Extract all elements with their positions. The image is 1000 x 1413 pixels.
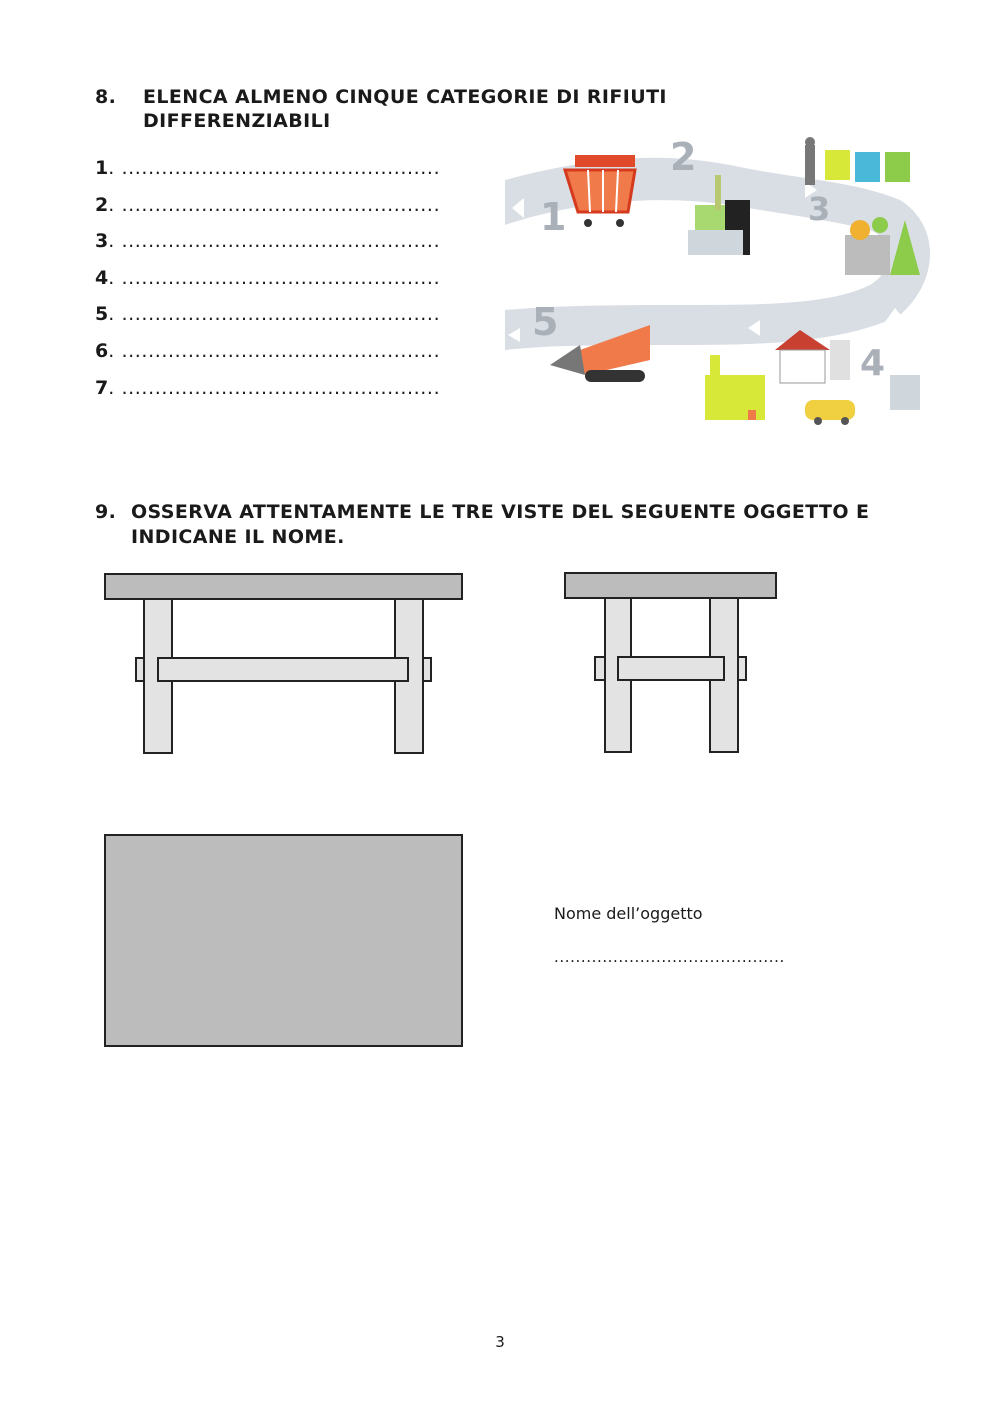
answer-line: . ................................................: [108, 266, 441, 289]
item-number: 2: [95, 193, 109, 216]
object-name-label: Nome dell’oggetto: [554, 904, 703, 923]
table-top: [105, 835, 462, 1046]
answer-line: . ................................................: [108, 339, 441, 362]
factory-icon: [705, 355, 765, 420]
answer-line: . ................................................: [108, 303, 441, 326]
crossbar-end: [595, 657, 605, 680]
q8-number: 8.: [95, 86, 117, 108]
front-view-drawing: [100, 570, 470, 760]
crossbar-end: [738, 657, 746, 680]
answer-line: . ................................................: [108, 376, 441, 399]
recycling-bins-icon: [805, 137, 910, 185]
arrow-icon: [650, 202, 662, 218]
item-number: 4: [95, 266, 109, 289]
q8-title-line2: DIFFERENZIABILI: [143, 110, 331, 132]
q8-title-line1: ELENCA ALMENO CINQUE CATEGORIE DI RIFIUTI: [143, 86, 667, 108]
table-top: [105, 574, 462, 599]
crossbar-end: [136, 658, 144, 681]
list-item[interactable]: [95, 377, 495, 414]
shopping-cart-icon: [565, 155, 635, 227]
answer-line: . ................................................: [108, 157, 441, 179]
step-number-1: 1: [540, 195, 567, 239]
list-item[interactable]: [95, 157, 495, 194]
q8-title: [143, 85, 667, 133]
list-item[interactable]: [95, 230, 495, 267]
item-number: 6: [95, 339, 109, 362]
side-view-drawing: [560, 570, 785, 760]
q9-number: 9.: [95, 501, 117, 523]
list-item[interactable]: [95, 340, 495, 377]
list-item[interactable]: [95, 267, 495, 304]
list-item[interactable]: [95, 303, 495, 340]
table-crossbar: [618, 657, 724, 680]
item-number: 7: [95, 376, 109, 399]
answer-line: . ................................................: [108, 193, 441, 216]
step-number-2: 2: [670, 135, 697, 179]
q9-title: [131, 500, 869, 549]
step-number-5: 5: [532, 300, 559, 344]
object-name-answer-line[interactable]: ...........................................: [554, 948, 785, 966]
table-top: [565, 573, 776, 598]
crossbar-end: [423, 658, 431, 681]
page-number: 3: [495, 1333, 505, 1351]
item-number: 3: [95, 230, 109, 253]
table-crossbar: [158, 658, 408, 681]
item-number: 1: [95, 157, 109, 179]
step-number-4: 4: [860, 343, 886, 384]
top-view-drawing: [100, 830, 470, 1052]
list-item[interactable]: [95, 194, 495, 231]
q9-title-line1: OSSERVA ATTENTAMENTE LE TRE VISTE DEL SEGUENTE OGGETTO E: [131, 501, 870, 523]
answer-line: . ................................................: [108, 230, 441, 253]
recycling-cycle-illustration: [500, 130, 940, 430]
answer-list: [95, 157, 495, 413]
q9-title-line2: INDICANE IL NOME.: [131, 526, 345, 548]
item-number: 5: [95, 303, 109, 326]
step-number-3: 3: [808, 190, 831, 228]
